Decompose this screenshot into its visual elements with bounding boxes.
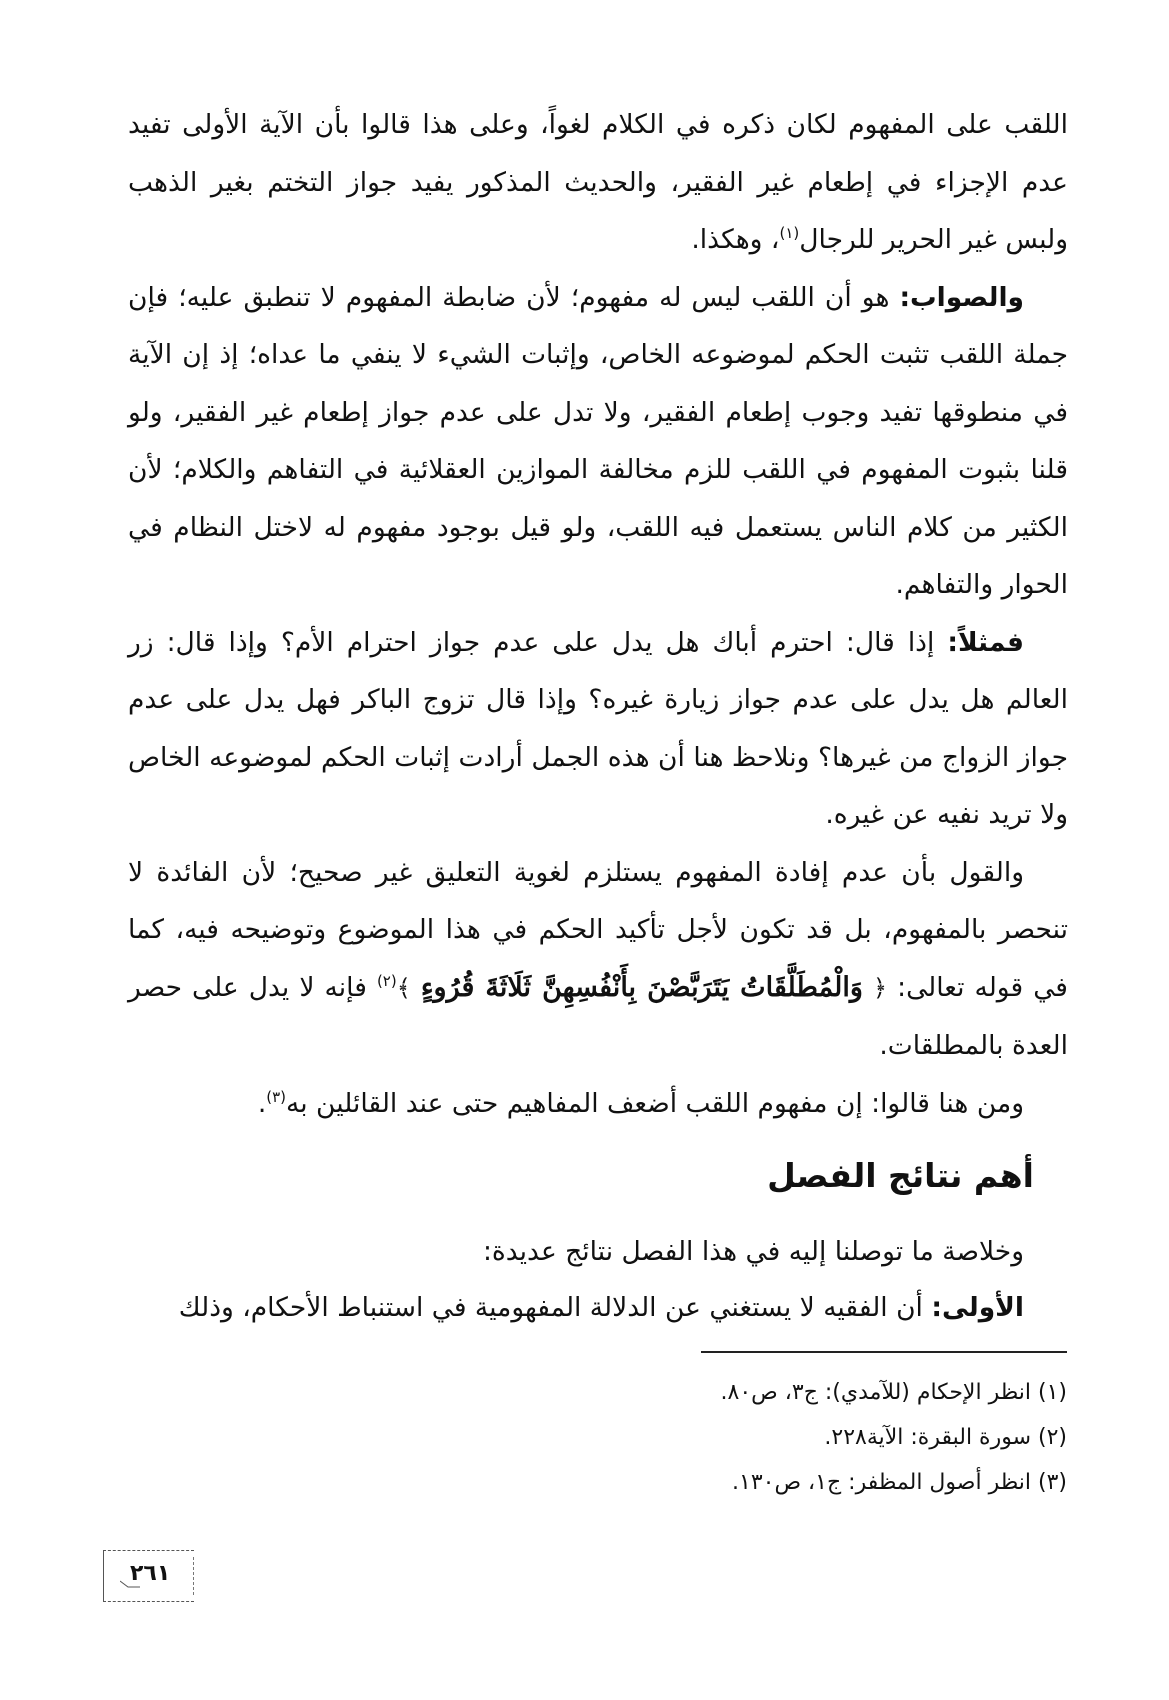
conclusion-intro: وخلاصة ما توصلنا إليه في هذا الفصل نتائج عديدة:: [482, 1236, 1024, 1267]
lead-word: والصواب:: [899, 281, 1024, 313]
footnote-3: (٣) انظر أصول المظفر: ج١، ص١٣٠.: [732, 1470, 1067, 1495]
lead-word: فمثلاً:: [947, 626, 1024, 658]
conclusion-first-point: الأولى: أن الفقيه لا يستغني عن الدلالة المفهومية في استنباط الأحكام، وذلك: [178, 1292, 1024, 1323]
footnotes-list: [467, 1370, 1067, 1505]
body-text: [128, 96, 1068, 1132]
paragraph-1: اللقب على المفهوم لكان ذكره في الكلام لغواً، وعلى هذا قالوا بأن الآية الأولى تفيد عدم الإجزاء في إطعام غير الفقير، والحديث المذكور يفيد جواز التختم بغير الذهب ولبس غير الحرير للرجال$^{(١)}$، وهكذا.: [128, 109, 1068, 255]
page-corner-icon: [120, 1579, 140, 1589]
footnote-1: (١) انظر الإحكام (للآمدي): ج٣، ص٨٠.: [720, 1380, 1067, 1405]
page-number-box: [103, 1550, 194, 1602]
footnote-ref-1[interactable]: (١): [779, 224, 800, 243]
quran-verse: وَالْمُطَلَّقَاتُ يَتَرَبَّصْنَ بِأَنْفُسِهِنَّ ثَلَاثَةَ قُرُوءٍ: [420, 971, 863, 1003]
paragraph-3: فمثلاً: إذا قال: احترم أباك هل يدل على عدم جواز احترام الأم؟ وإذا قال: زر العالم هل يدل على عدم جواز زيارة غيره؟ وإذا قال تزوج الباكر فهل يدل على عدم جواز الزواج من غيرها؟ ونلاحظ هنا أن هذه الجمل أرادت إثبات الحكم لموضوعه الخاص ولا تريد نفيه عن غيره.: [128, 626, 1068, 830]
section-heading: أهم نتائج الفصل: [767, 1156, 1034, 1195]
paragraph-5: ومن هنا قالوا: إن مفهوم اللقب أضعف المفاهيم حتى عند القائلين به$^{(٣)}$.: [257, 1087, 1024, 1119]
quran-bracket-close: ﴾: [396, 973, 411, 1002]
footnote-ref-2[interactable]: (٢): [376, 971, 397, 990]
paragraph-2: والصواب: هو أن اللقب ليس له مفهوم؛ لأن ضابطة المفهوم لا تنطبق عليه؛ فإن جملة اللقب تثبت الحكم لموضوعه الخاص، وإثبات الشيء لا ينفي ما عداه؛ إذ إن الآية في منطوقها تفيد وجوب إطعام الفقير، ولا تدل على عدم جواز إطعام غير الفقير، ولو قلنا بثبوت المفهوم في اللقب للزم مخالفة الموازين العقلائية في التفاهم والكلام؛ لأن الكثير من كلام الناس يستعمل فيه اللقب، ولو قيل بوجود مفهوم له لاختل النظام في الحوار والتفاهم.: [128, 281, 1068, 600]
quran-bracket-open: ﴿: [873, 973, 888, 1002]
footnote-2: (٢) سورة البقرة: الآية٢٢٨.: [824, 1425, 1067, 1450]
paragraph-4: والقول بأن عدم إفادة المفهوم يستلزم لغوية التعليق غير صحيح؛ لأن الفائدة لا تنحصر بالمفهوم، بل قد تكون لأجل تأكيد الحكم في هذا الموضوع وتوضيحه فيه، كما في قوله تعالى: ﴿ وَالْمُطَلَّقَاتُ يَتَرَبَّصْنَ بِأَنْفُسِهِنَّ ثَلَاثَةَ قُرُوءٍ ﴾$^{(٢)}$ فإنه لا يدل على حصر العدة بالمطلقات.: [128, 856, 1068, 1061]
footnote-ref-3[interactable]: (٣): [266, 1087, 287, 1106]
page-number: ٢٦١: [130, 1561, 171, 1586]
lead-word: الأولى:: [931, 1292, 1024, 1323]
conclusion-text: [128, 1224, 1068, 1336]
footnote-divider: [701, 1351, 1067, 1353]
